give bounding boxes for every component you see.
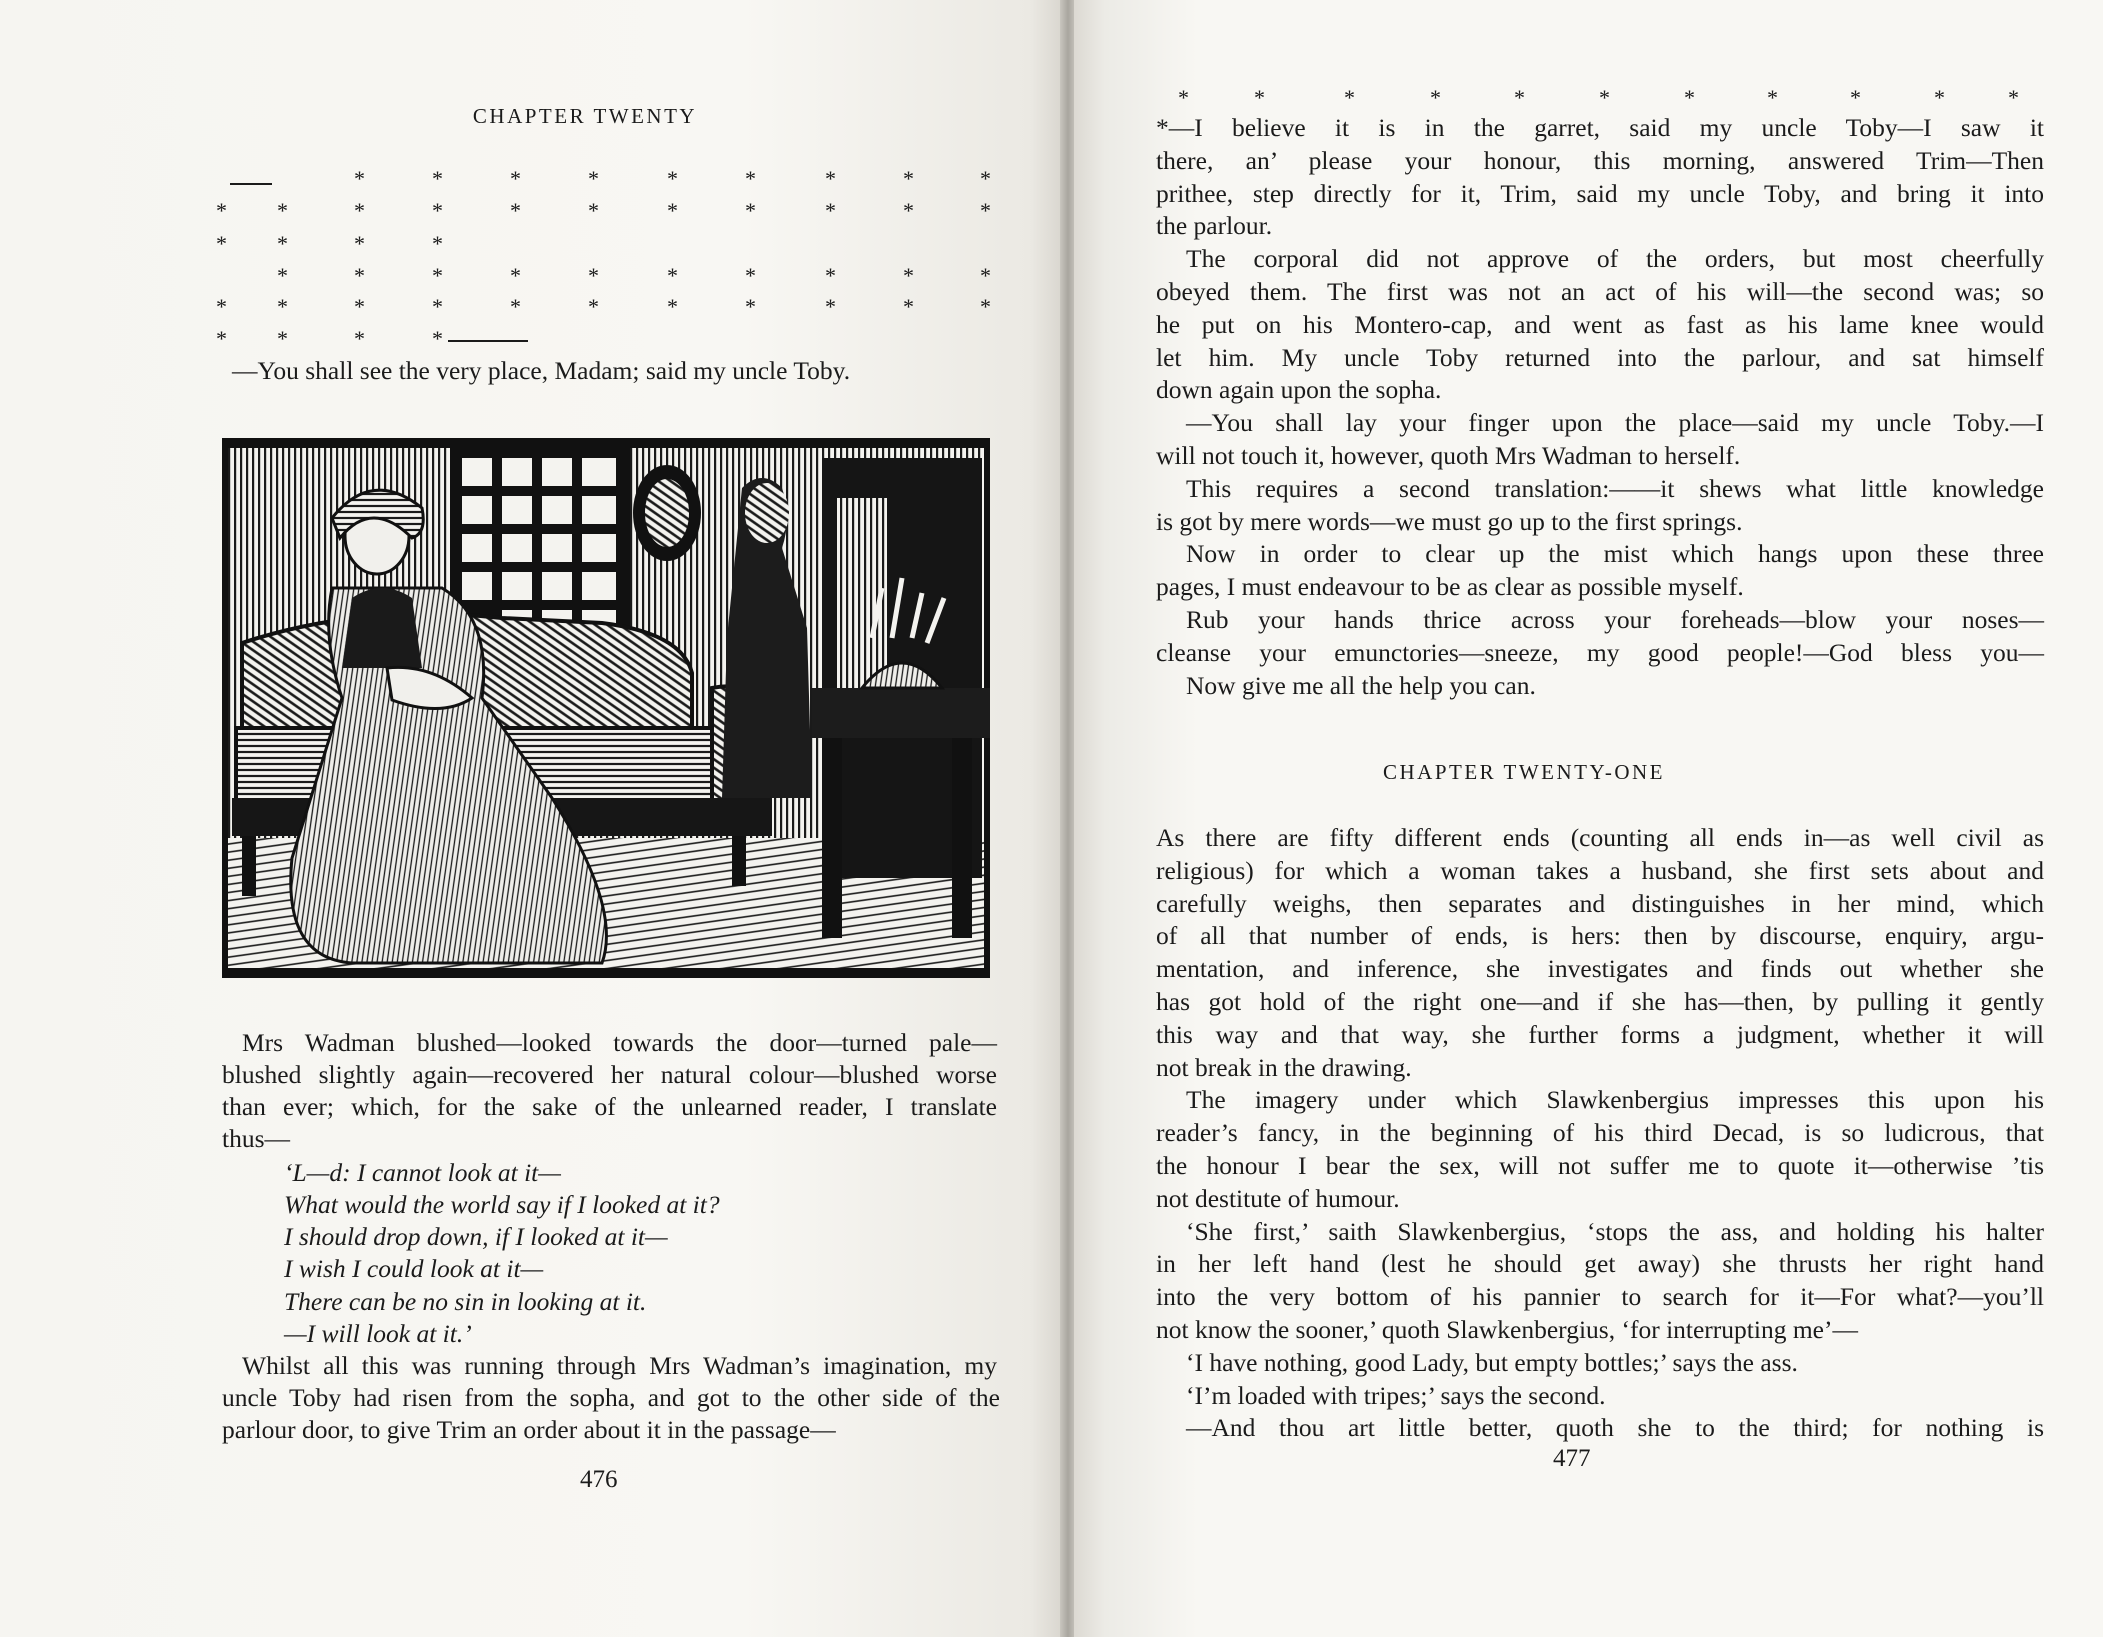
text-line: the parlour. <box>1156 211 1273 241</box>
asterisk: * <box>432 263 443 288</box>
text-line: will not touch it, however, quoth Mrs Wadman to herself. <box>1156 441 1741 470</box>
woodcut-illustration <box>222 438 990 978</box>
text-line: not destitute of humour. <box>1156 1183 1400 1213</box>
asterisk: * <box>354 326 365 351</box>
text-line: *—I believe it is in the garret, said my uncle Toby—I saw it <box>1156 113 2044 142</box>
asterisk: * <box>667 263 678 288</box>
asterisk: * <box>432 294 443 319</box>
asterisk: * <box>745 198 756 223</box>
asterisk: * <box>1254 85 1265 110</box>
text-line: reader’s fancy, in the beginning of his third Decad, is so ludicrous, that <box>1156 1118 2044 1148</box>
asterisk: * <box>277 263 288 288</box>
asterisk: * <box>432 326 443 351</box>
text-line: mentation, and inference, she investigates and finds out whether she <box>1156 954 2044 984</box>
text-line: —I will look at it.’ <box>284 1319 472 1348</box>
asterisk: * <box>903 198 914 223</box>
asterisk: * <box>1767 85 1778 110</box>
text-line: Mrs Wadman blushed—looked towards the door—turned pale— <box>242 1028 997 1057</box>
text-line: of all that number of ends, is hers: then by discourse, enquiry, argu- <box>1156 921 2044 951</box>
text-line: he put on his Montero-cap, and went as fast as his lame knee would <box>1156 309 2044 339</box>
text-line: What would the world say if I looked at it? <box>284 1190 720 1219</box>
asterisk: * <box>667 294 678 319</box>
asterisk: * <box>216 294 227 319</box>
text-line: pages, I must endeavour to be as clear as possible myself. <box>1156 572 1744 602</box>
text-line: The corporal did not approve of the orders, but most cheerfully <box>1186 244 2044 274</box>
asterisk: * <box>980 198 991 223</box>
asterisk: * <box>588 294 599 319</box>
text-line: blushed slightly again—recovered her natural colour—blushed worse <box>222 1060 997 1089</box>
asterisk: * <box>745 263 756 288</box>
asterisk: * <box>510 198 521 223</box>
asterisk: * <box>903 294 914 319</box>
asterisk: * <box>354 166 365 191</box>
text-line: prithee, step directly for it, Trim, said my uncle Toby, and bring it into <box>1156 178 2044 208</box>
text-line: the honour I bear the sex, will not suffer me to quote it—otherwise ’tis <box>1156 1151 2044 1180</box>
rule-end <box>448 340 528 342</box>
asterisk: * <box>588 198 599 223</box>
text-line: There can be no sin in looking at it. <box>284 1287 647 1316</box>
asterisk: * <box>432 166 443 191</box>
text-line: Now give me all the help you can. <box>1186 670 1536 700</box>
text-line: down again upon the sopha. <box>1156 375 1442 405</box>
text-line: cleanse your emunctories—sneeze, my good people!—God bless you— <box>1156 637 2044 667</box>
asterisk: * <box>903 263 914 288</box>
text-line: parlour door, to give Trim an order about it in the passage— <box>222 1415 836 1444</box>
text-line: Now in order to clear up the mist which hangs upon these three <box>1186 539 2044 569</box>
text-line: —And thou art little better, quoth she to the third; for nothing is <box>1186 1413 2044 1443</box>
text-line: Rub your hands thrice across your foreheads—blow your noses— <box>1186 605 2044 634</box>
text-line: uncle Toby had risen from the sopha, and got to the other side of the <box>222 1383 1000 1412</box>
asterisk: * <box>216 198 227 223</box>
asterisk: * <box>354 263 365 288</box>
text-line: This requires a second translation:——it shews what little knowledge <box>1186 473 2044 503</box>
text-line: this way and that way, she further forms a judgment, whether it will <box>1156 1019 2044 1049</box>
asterisk: * <box>980 263 991 288</box>
asterisk: * <box>667 198 678 223</box>
asterisk: * <box>354 198 365 223</box>
asterisk: * <box>588 263 599 288</box>
asterisk: * <box>745 294 756 319</box>
asterisk: * <box>980 166 991 191</box>
text-line: —You shall lay your finger upon the place—said my uncle Toby.—I <box>1186 408 2044 438</box>
asterisk: * <box>1850 85 1861 110</box>
text-line: I wish I could look at it— <box>284 1254 544 1283</box>
asterisk: * <box>1178 85 1189 110</box>
text-line: As there are fifty different ends (counting all ends in—as well civil as <box>1156 823 2044 852</box>
asterisk: * <box>432 231 443 256</box>
rule-start <box>230 183 272 185</box>
asterisk: * <box>1684 85 1695 110</box>
asterisk: * <box>510 294 521 319</box>
text-line: has got hold of the right one—and if she has—then, by pulling it gently <box>1156 987 2044 1016</box>
text-line: ‘I have nothing, good Lady, but empty bottles;’ says the ass. <box>1186 1347 1798 1377</box>
asterisk: * <box>216 231 227 256</box>
text-line: ‘She first,’ saith Slawkenbergius, ‘stops the ass, and holding his halter <box>1186 1216 2044 1246</box>
page-number: 477 <box>1553 1445 1591 1472</box>
text-line: Whilst all this was running through Mrs Wadman’s imagination, my <box>242 1351 997 1380</box>
asterisk: * <box>588 166 599 191</box>
text-line: thus— <box>222 1124 291 1153</box>
text-line: ‘I’m loaded with tripes;’ says the second. <box>1186 1380 1606 1410</box>
asterisk: * <box>354 294 365 319</box>
asterisk: * <box>825 198 836 223</box>
asterisk: * <box>1344 85 1355 110</box>
asterisk: * <box>825 294 836 319</box>
asterisk: * <box>980 294 991 319</box>
asterisk: * <box>510 263 521 288</box>
asterisk: * <box>1430 85 1441 110</box>
text-line: ‘L—d: I cannot look at it— <box>284 1158 561 1187</box>
text-line: into the very bottom of his pannier to search for it—For what?—you’ll <box>1156 1282 2044 1312</box>
asterisk: * <box>745 166 756 191</box>
asterisk: * <box>1514 85 1525 110</box>
chapter-title: CHAPTER TWENTY-ONE <box>1382 760 1665 784</box>
text-line: not know the sooner,’ quoth Slawkenbergius, ‘for interrupting me’— <box>1156 1315 1858 1344</box>
asterisk: * <box>510 166 521 191</box>
text-line: The imagery under which Slawkenbergius impresses this upon his <box>1186 1085 2044 1115</box>
text-line: is got by mere words—we must go up to the first springs. <box>1156 506 1743 536</box>
asterisk: * <box>277 231 288 256</box>
text-line: in her left hand (lest he should get away) she thrusts her right hand <box>1156 1249 2044 1279</box>
asterisk: * <box>1599 85 1610 110</box>
asterisk: * <box>1934 85 1945 110</box>
asterisk: * <box>667 166 678 191</box>
text-line: religious) for which a woman takes a husband, she first sets about and <box>1156 855 2044 885</box>
text-line: obeyed them. The first was not an act of his will—the second was; so <box>1156 277 2044 306</box>
asterisk: * <box>2008 85 2019 110</box>
asterisk: * <box>277 326 288 351</box>
asterisk: * <box>432 198 443 223</box>
text-line: not break in the drawing. <box>1156 1052 1412 1082</box>
right-page <box>1074 0 2103 1637</box>
asterisk: * <box>277 198 288 223</box>
asterisk: * <box>825 263 836 288</box>
asterisk: * <box>216 326 227 351</box>
asterisk: * <box>903 166 914 191</box>
text-line: carefully weighs, then separates and distinguishes in her mind, which <box>1156 888 2044 918</box>
text-line: let him. My uncle Toby returned into the parlour, and sat himself <box>1156 342 2044 372</box>
text-line: I should drop down, if I looked at it— <box>284 1222 668 1251</box>
chapter-title: CHAPTER TWENTY <box>472 104 698 128</box>
text-line: —You shall see the very place, Madam; said my uncle Toby. <box>232 356 851 385</box>
asterisk: * <box>354 231 365 256</box>
asterisk: * <box>277 294 288 319</box>
text-line: than ever; which, for the sake of the unlearned reader, I translate <box>222 1092 997 1121</box>
page-number: 476 <box>580 1466 618 1493</box>
text-line: there, an’ please your honour, this morning, answered Trim—Then <box>1156 145 2044 175</box>
asterisk: * <box>825 166 836 191</box>
